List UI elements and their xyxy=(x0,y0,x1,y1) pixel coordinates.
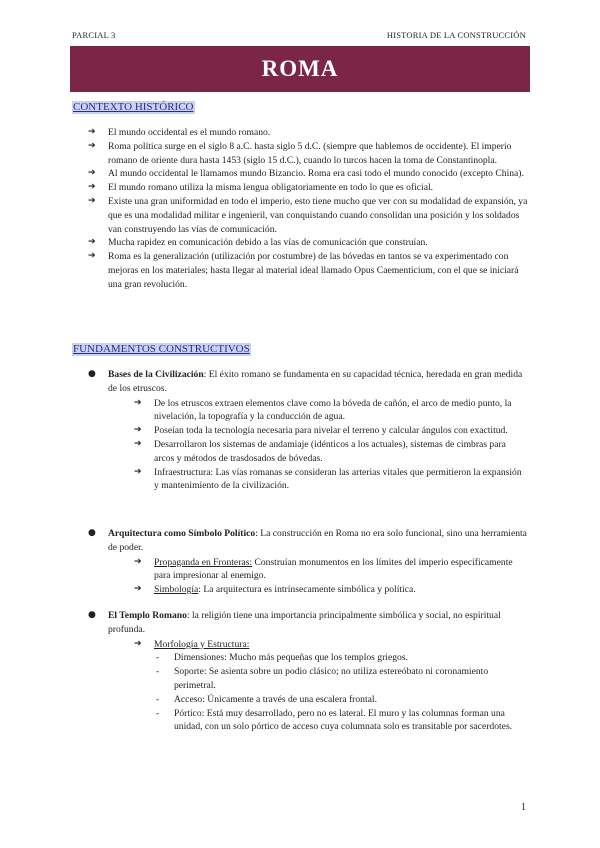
arquitectura-text: : La construcción en Roma no era solo funcional, sino una herramienta de poder. xyxy=(108,528,527,553)
list-item: ➔ Propaganda en Fronteras: Construían monumentos en los límites del imperio específicamente para impresionar al enemigo. xyxy=(134,556,513,582)
templo-dash-list xyxy=(88,651,528,734)
arrow-icon: ➔ xyxy=(88,195,96,206)
list-item: ➔ Morfología y Estructura: xyxy=(134,638,250,650)
templo-block xyxy=(88,609,528,734)
arrow-icon: ➔ xyxy=(88,168,96,179)
arquitectura-title: Arquitectura como Símbolo Político xyxy=(108,528,256,539)
list-item: - Soporte: Se asienta sobre un podio clásico; no utiliza estereóbato ni coronamiento perimetral. xyxy=(156,666,489,691)
list-item: ➔ Mucha rapidez en comunicación debido a las vías de comunicación que construían. xyxy=(88,237,428,249)
list-item: ➔ Existe una gran uniformidad en todo el imperio, esto tiene mucho que ver con su modalidad de expansión, ya que es una modalidad militar e ingenieril, van conquistando cuando consolidan una posición y los soldados van construyendo las vías de comunicación. xyxy=(88,195,528,235)
bullet-icon: ● xyxy=(88,528,96,538)
list-item: ➔ Infraestructura: Las vías romanas se consideran las arterias vitales que permitieron la expansión y mantenimiento de la civilización. xyxy=(134,466,522,492)
arquitectura-block xyxy=(88,527,528,597)
page-number: 1 xyxy=(521,802,526,813)
bases-block xyxy=(88,368,528,493)
arrow-icon: ➔ xyxy=(134,397,142,408)
arrow-icon: ➔ xyxy=(88,127,96,137)
list-item: - Acceso: Únicamente a través de una escalera frontal. xyxy=(156,693,377,705)
section-heading-fundamentos: FUNDAMENTOS CONSTRUCTIVOS xyxy=(73,343,250,355)
templo-title: El Templo Romano xyxy=(108,610,187,621)
arrow-icon: ➔ xyxy=(88,237,96,248)
list-item: ➔ Roma política surge en el siglo 8 a.C. hasta siglo 5 d.C. (siempre que hablemos de occidente). El imperio romano de oriente dura hasta 1453 (siglo 15 d.C.), cuando lo turcos hacen la toma de Constantinopla. xyxy=(88,140,512,166)
bullet-icon: ● xyxy=(88,369,96,379)
arrow-icon: ➔ xyxy=(88,182,96,193)
arquitectura-sublist xyxy=(88,556,528,597)
list-item: - Dimensiones: Mucho más pequeñas que los templos griegos. xyxy=(156,652,408,664)
list-item: ➔ De los etruscos extraen elementos clave como la bóveda de cañón, el arco de medio punto, la nivelación, la topografía y la conducción de agua. xyxy=(134,397,512,423)
arrow-icon: ➔ xyxy=(134,438,142,449)
title-banner: ROMA xyxy=(70,46,530,92)
bases-title: Bases de la Civilización xyxy=(108,369,204,380)
arrow-icon: ➔ xyxy=(134,584,142,595)
list-item: ➔ El mundo occidental es el mundo romano. xyxy=(88,127,271,138)
list-item: ➔ Al mundo occidental le llamamos mundo Bizancio. Roma era casi todo el mundo conocido (excepto China). xyxy=(88,168,524,180)
bullet-icon: ● xyxy=(88,610,96,620)
arrow-icon: ➔ xyxy=(88,140,96,151)
bases-sublist xyxy=(88,397,528,494)
arrow-icon: ➔ xyxy=(134,556,142,567)
list-item: ➔ Roma es la generalización (utilización por costumbre) de las bóvedas en tantos se va experimentado con mejoras en los materiales; hasta llegar al material ideal llamado Opus Caementicium, con el que se iniciará una gran revolución. xyxy=(88,251,519,290)
arrow-icon: ➔ xyxy=(134,425,142,436)
contexto-list xyxy=(88,126,528,292)
list-item: ➔ Poseían toda la tecnología necesaria para nivelar el terreno y calcular ángulos con exactitud. xyxy=(134,425,508,437)
list-item: ➔ Desarrollaron los sistemas de andamiaje (idénticos a los actuales), sistemas de cimbras para arcos y métodos de trasdosados de bóvedas. xyxy=(134,438,506,464)
templo-sublist xyxy=(88,638,528,652)
header-course: PARCIAL 3 xyxy=(72,30,116,40)
header-subject: HISTORIA DE LA CONSTRUCCIÓN xyxy=(386,30,526,40)
arrow-icon: ➔ xyxy=(88,251,96,262)
bases-text: : El éxito romano se fundamenta en su capacidad técnica, heredada en gran medida de los etruscos. xyxy=(108,369,523,394)
arrow-icon: ➔ xyxy=(134,466,142,477)
templo-text: : la religión tiene una importancia principalmente simbólica y social, no espiritual profunda. xyxy=(108,610,501,635)
list-item: ➔ El mundo romano utiliza la misma lengua obligatoriamente en todo lo que es oficial. xyxy=(88,182,434,194)
section-heading-contexto: CONTEXTO HISTÓRICO xyxy=(73,101,194,113)
list-item: ➔ Simbología: La arquitectura es intrínsecamente simbólica y política. xyxy=(134,584,416,596)
list-item: - Pórtico: Está muy desarrollado, pero no es lateral. El muro y las columnas forman una unidad, con un solo pórtico de acceso cuya columnata solo es transitable por sacerdotes. xyxy=(156,707,513,733)
arrow-icon: ➔ xyxy=(134,638,142,649)
